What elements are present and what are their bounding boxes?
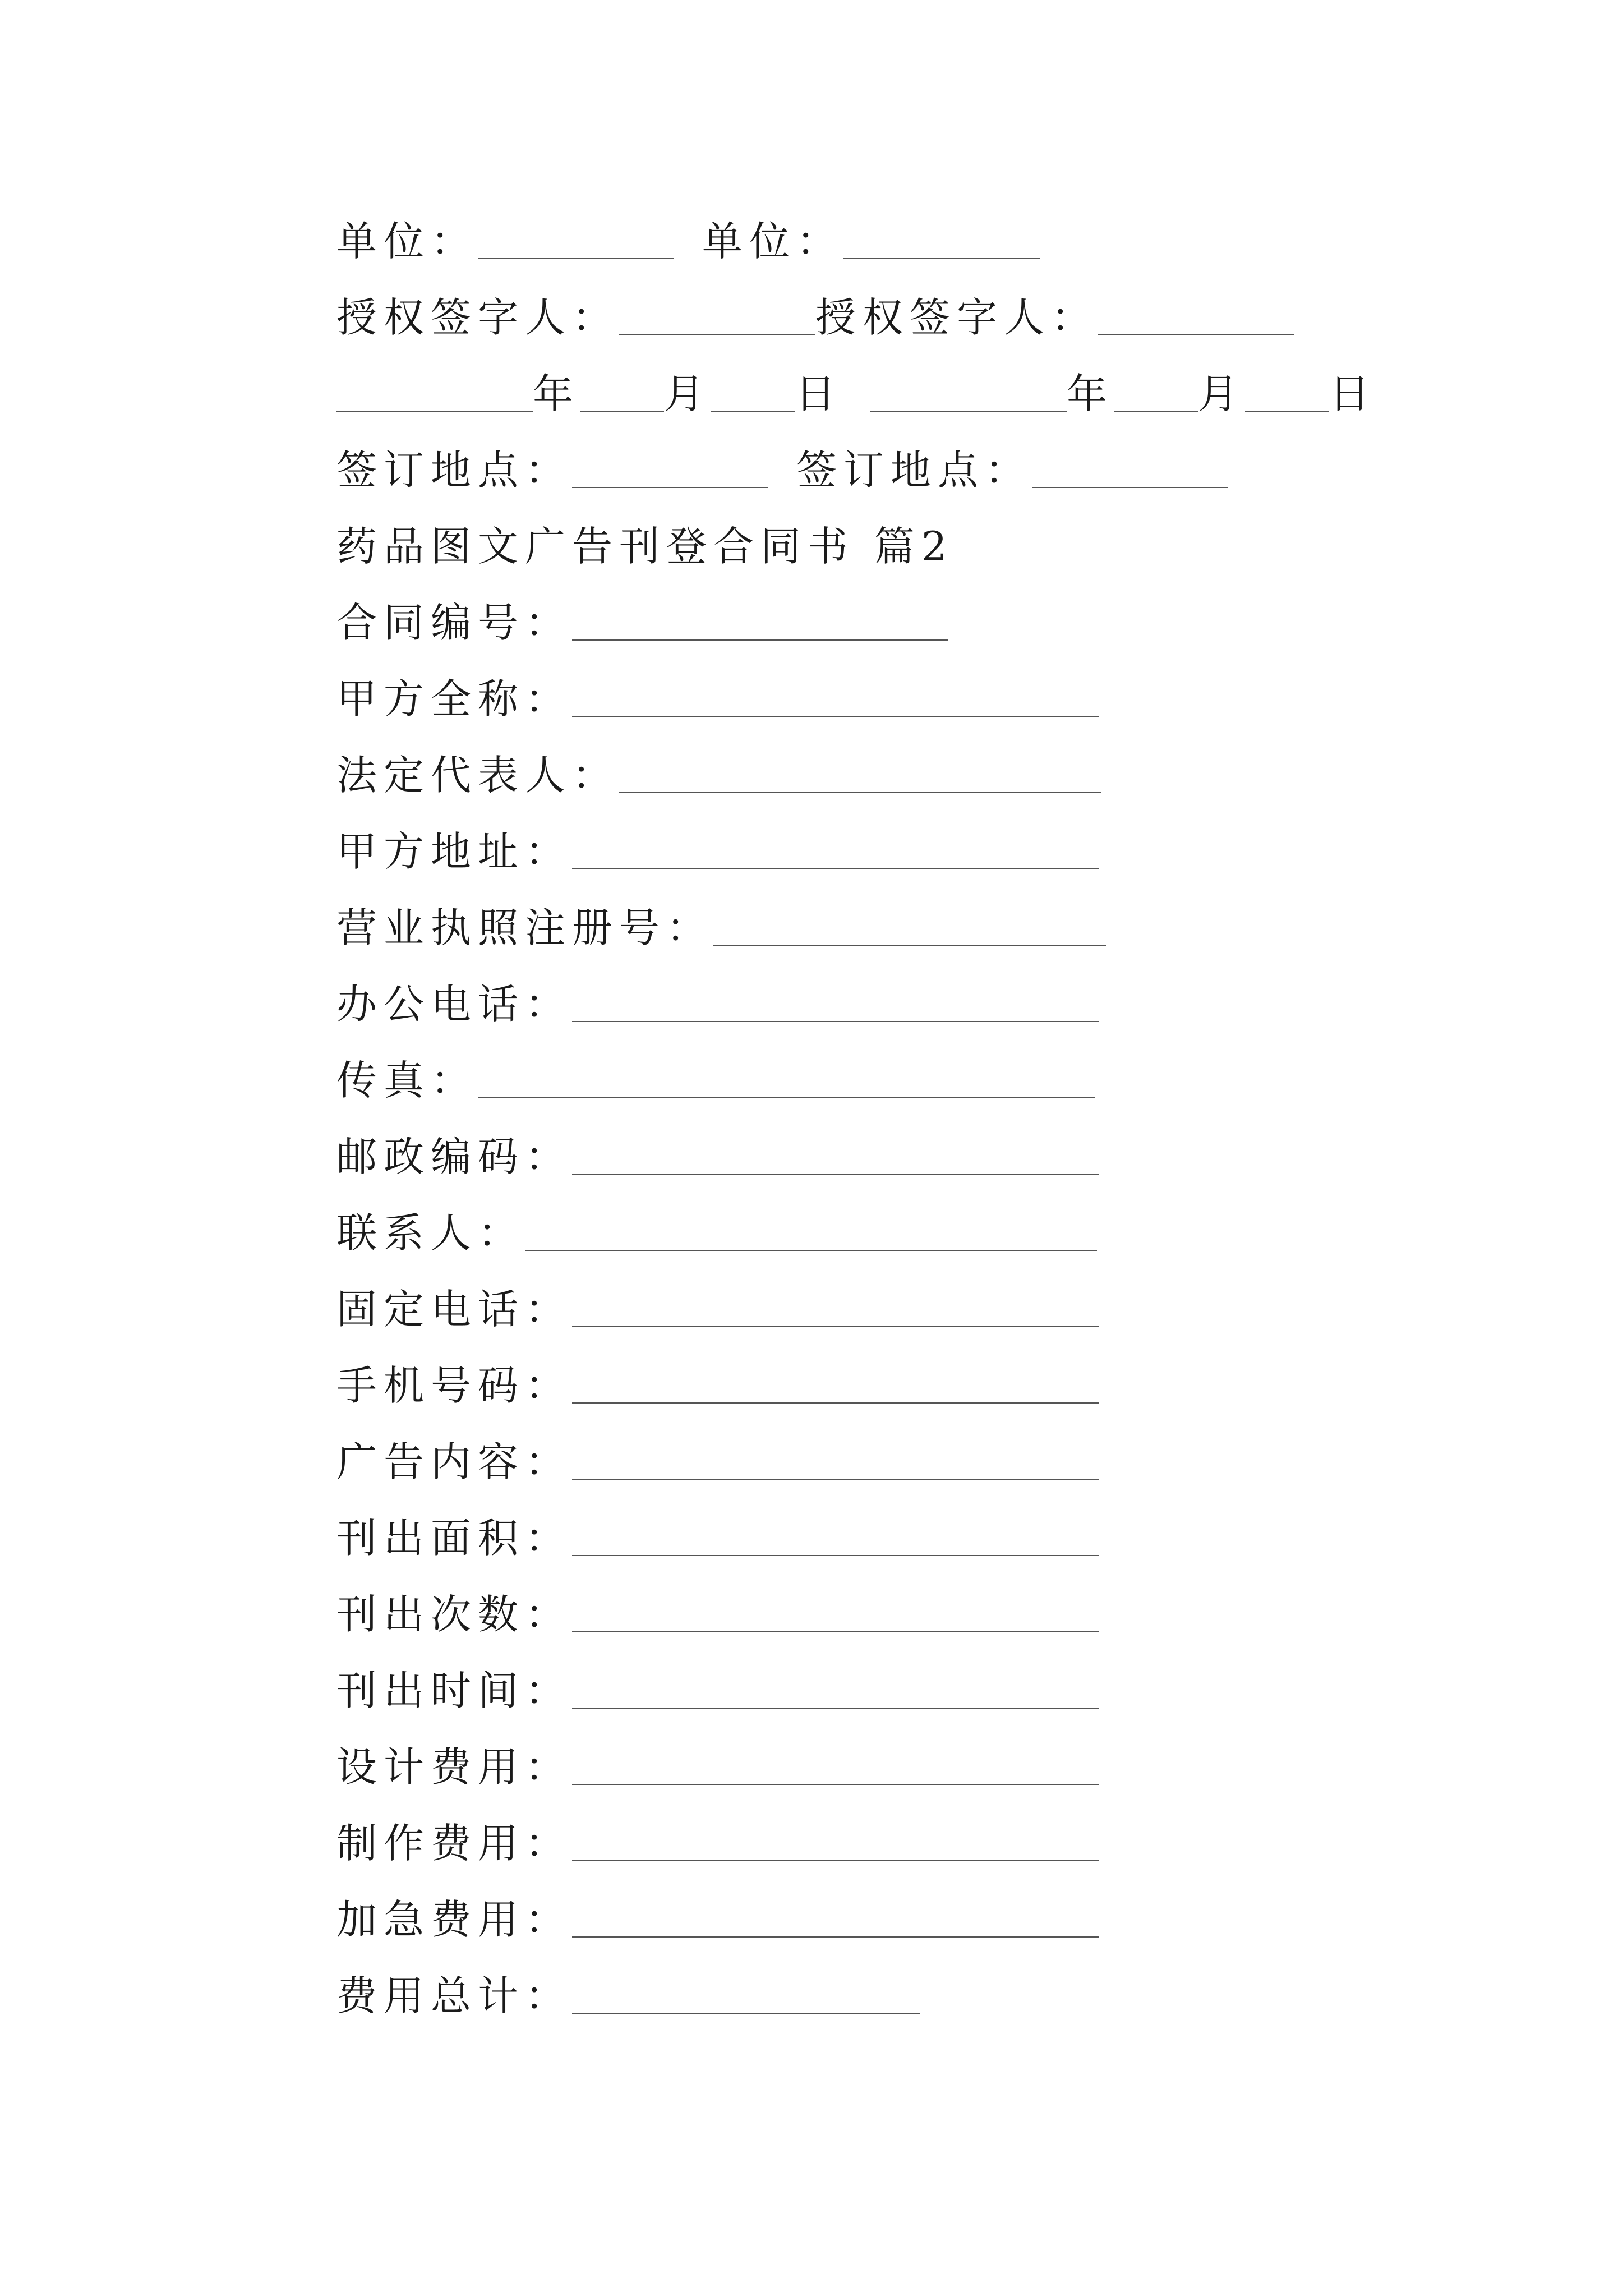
field-blank[interactable] <box>572 1443 1099 1480</box>
field-blank[interactable] <box>572 1748 1099 1785</box>
field-label: 联系人： <box>336 1209 525 1257</box>
signer-label-a: 授权签字人： <box>336 294 620 341</box>
year-label-b: 年 <box>1067 370 1114 417</box>
day-label-b: 日 <box>1329 370 1377 417</box>
field-row <box>336 595 948 651</box>
day-blank-a[interactable] <box>711 375 795 412</box>
unit-line <box>336 213 1040 269</box>
field-row <box>336 1739 1099 1795</box>
place-label-b: 签订地点： <box>796 447 1032 494</box>
field-row <box>336 1510 1099 1566</box>
place-line <box>336 442 1228 498</box>
field-blank[interactable] <box>572 1290 1099 1327</box>
field-label: 甲方地址： <box>336 828 573 875</box>
field-label: 营业执照注册号： <box>336 904 714 951</box>
month-blank-a[interactable] <box>580 375 664 412</box>
field-blank[interactable] <box>572 832 1099 869</box>
field-label: 制作费用： <box>336 1820 573 1867</box>
field-blank[interactable] <box>572 1366 1099 1404</box>
field-label: 法定代表人： <box>336 752 620 799</box>
field-label: 传真： <box>336 1057 478 1104</box>
field-blank[interactable] <box>572 680 1099 717</box>
field-blank[interactable] <box>713 909 1106 946</box>
field-row <box>336 1205 1097 1261</box>
field-blank[interactable] <box>572 1901 1099 1938</box>
unit-blank-b[interactable] <box>843 222 1040 259</box>
field-label: 手机号码： <box>336 1362 573 1409</box>
field-blank[interactable] <box>572 1138 1099 1175</box>
day-label-a: 日 <box>795 370 843 417</box>
field-blank[interactable] <box>572 985 1099 1022</box>
field-row <box>336 823 1099 880</box>
signer-label-b: 授权签字人： <box>815 294 1099 341</box>
field-row <box>336 1663 1099 1719</box>
field-label: 刊出次数： <box>336 1591 573 1638</box>
year-blank-a[interactable] <box>336 375 533 412</box>
field-row <box>336 1815 1099 1871</box>
field-row <box>336 1358 1099 1414</box>
field-row <box>336 900 1106 956</box>
field-blank[interactable] <box>572 1672 1099 1709</box>
contract-heading <box>336 518 954 574</box>
month-label-a: 月 <box>664 370 712 417</box>
field-label: 广告内容： <box>336 1438 573 1485</box>
field-label: 办公电话： <box>336 981 573 1028</box>
field-row <box>336 1052 1095 1108</box>
day-blank-b[interactable] <box>1245 375 1329 412</box>
field-row <box>336 1434 1099 1490</box>
field-row <box>336 1586 1099 1642</box>
field-blank[interactable] <box>525 1214 1097 1251</box>
field-label: 邮政编码： <box>336 1133 573 1180</box>
field-label: 费用总计： <box>336 1972 573 2019</box>
signer-line <box>336 289 1294 346</box>
place-blank-b[interactable] <box>1032 451 1228 488</box>
field-row <box>336 1281 1099 1337</box>
date-line <box>336 366 1376 422</box>
field-blank[interactable] <box>572 1595 1099 1632</box>
unit-label-a: 单位： <box>336 218 478 265</box>
signer-blank-a[interactable] <box>619 298 815 335</box>
field-label: 固定电话： <box>336 1286 573 1333</box>
year-blank-b[interactable] <box>870 375 1067 412</box>
field-label: 刊出时间： <box>336 1667 573 1714</box>
field-label: 加急费用： <box>336 1896 573 1943</box>
field-blank[interactable] <box>619 756 1101 793</box>
field-label: 设计费用： <box>336 1743 573 1791</box>
field-label: 刊出面积： <box>336 1515 573 1562</box>
signer-blank-b[interactable] <box>1098 298 1294 335</box>
contract-heading-text: 药品图文广告刊登合同书 篇2 <box>336 523 954 570</box>
field-blank[interactable] <box>572 1824 1099 1861</box>
field-row <box>336 1968 920 2024</box>
field-blank[interactable] <box>478 1061 1095 1098</box>
field-blank[interactable] <box>572 604 948 641</box>
unit-blank-a[interactable] <box>478 222 674 259</box>
field-row <box>336 976 1099 1032</box>
field-row <box>336 747 1101 803</box>
field-blank[interactable] <box>572 1977 920 2014</box>
field-label: 甲方全称： <box>336 675 573 723</box>
field-row <box>336 1129 1099 1185</box>
field-row <box>336 671 1099 727</box>
month-label-b: 月 <box>1198 370 1246 417</box>
month-blank-b[interactable] <box>1114 375 1198 412</box>
field-label: 合同编号： <box>336 599 573 646</box>
place-blank-a[interactable] <box>572 451 768 488</box>
year-label-a: 年 <box>533 370 580 417</box>
place-label-a: 签订地点： <box>336 447 573 494</box>
field-blank[interactable] <box>572 1519 1099 1556</box>
field-row <box>336 1892 1099 1948</box>
unit-label-b: 单位： <box>702 218 844 265</box>
